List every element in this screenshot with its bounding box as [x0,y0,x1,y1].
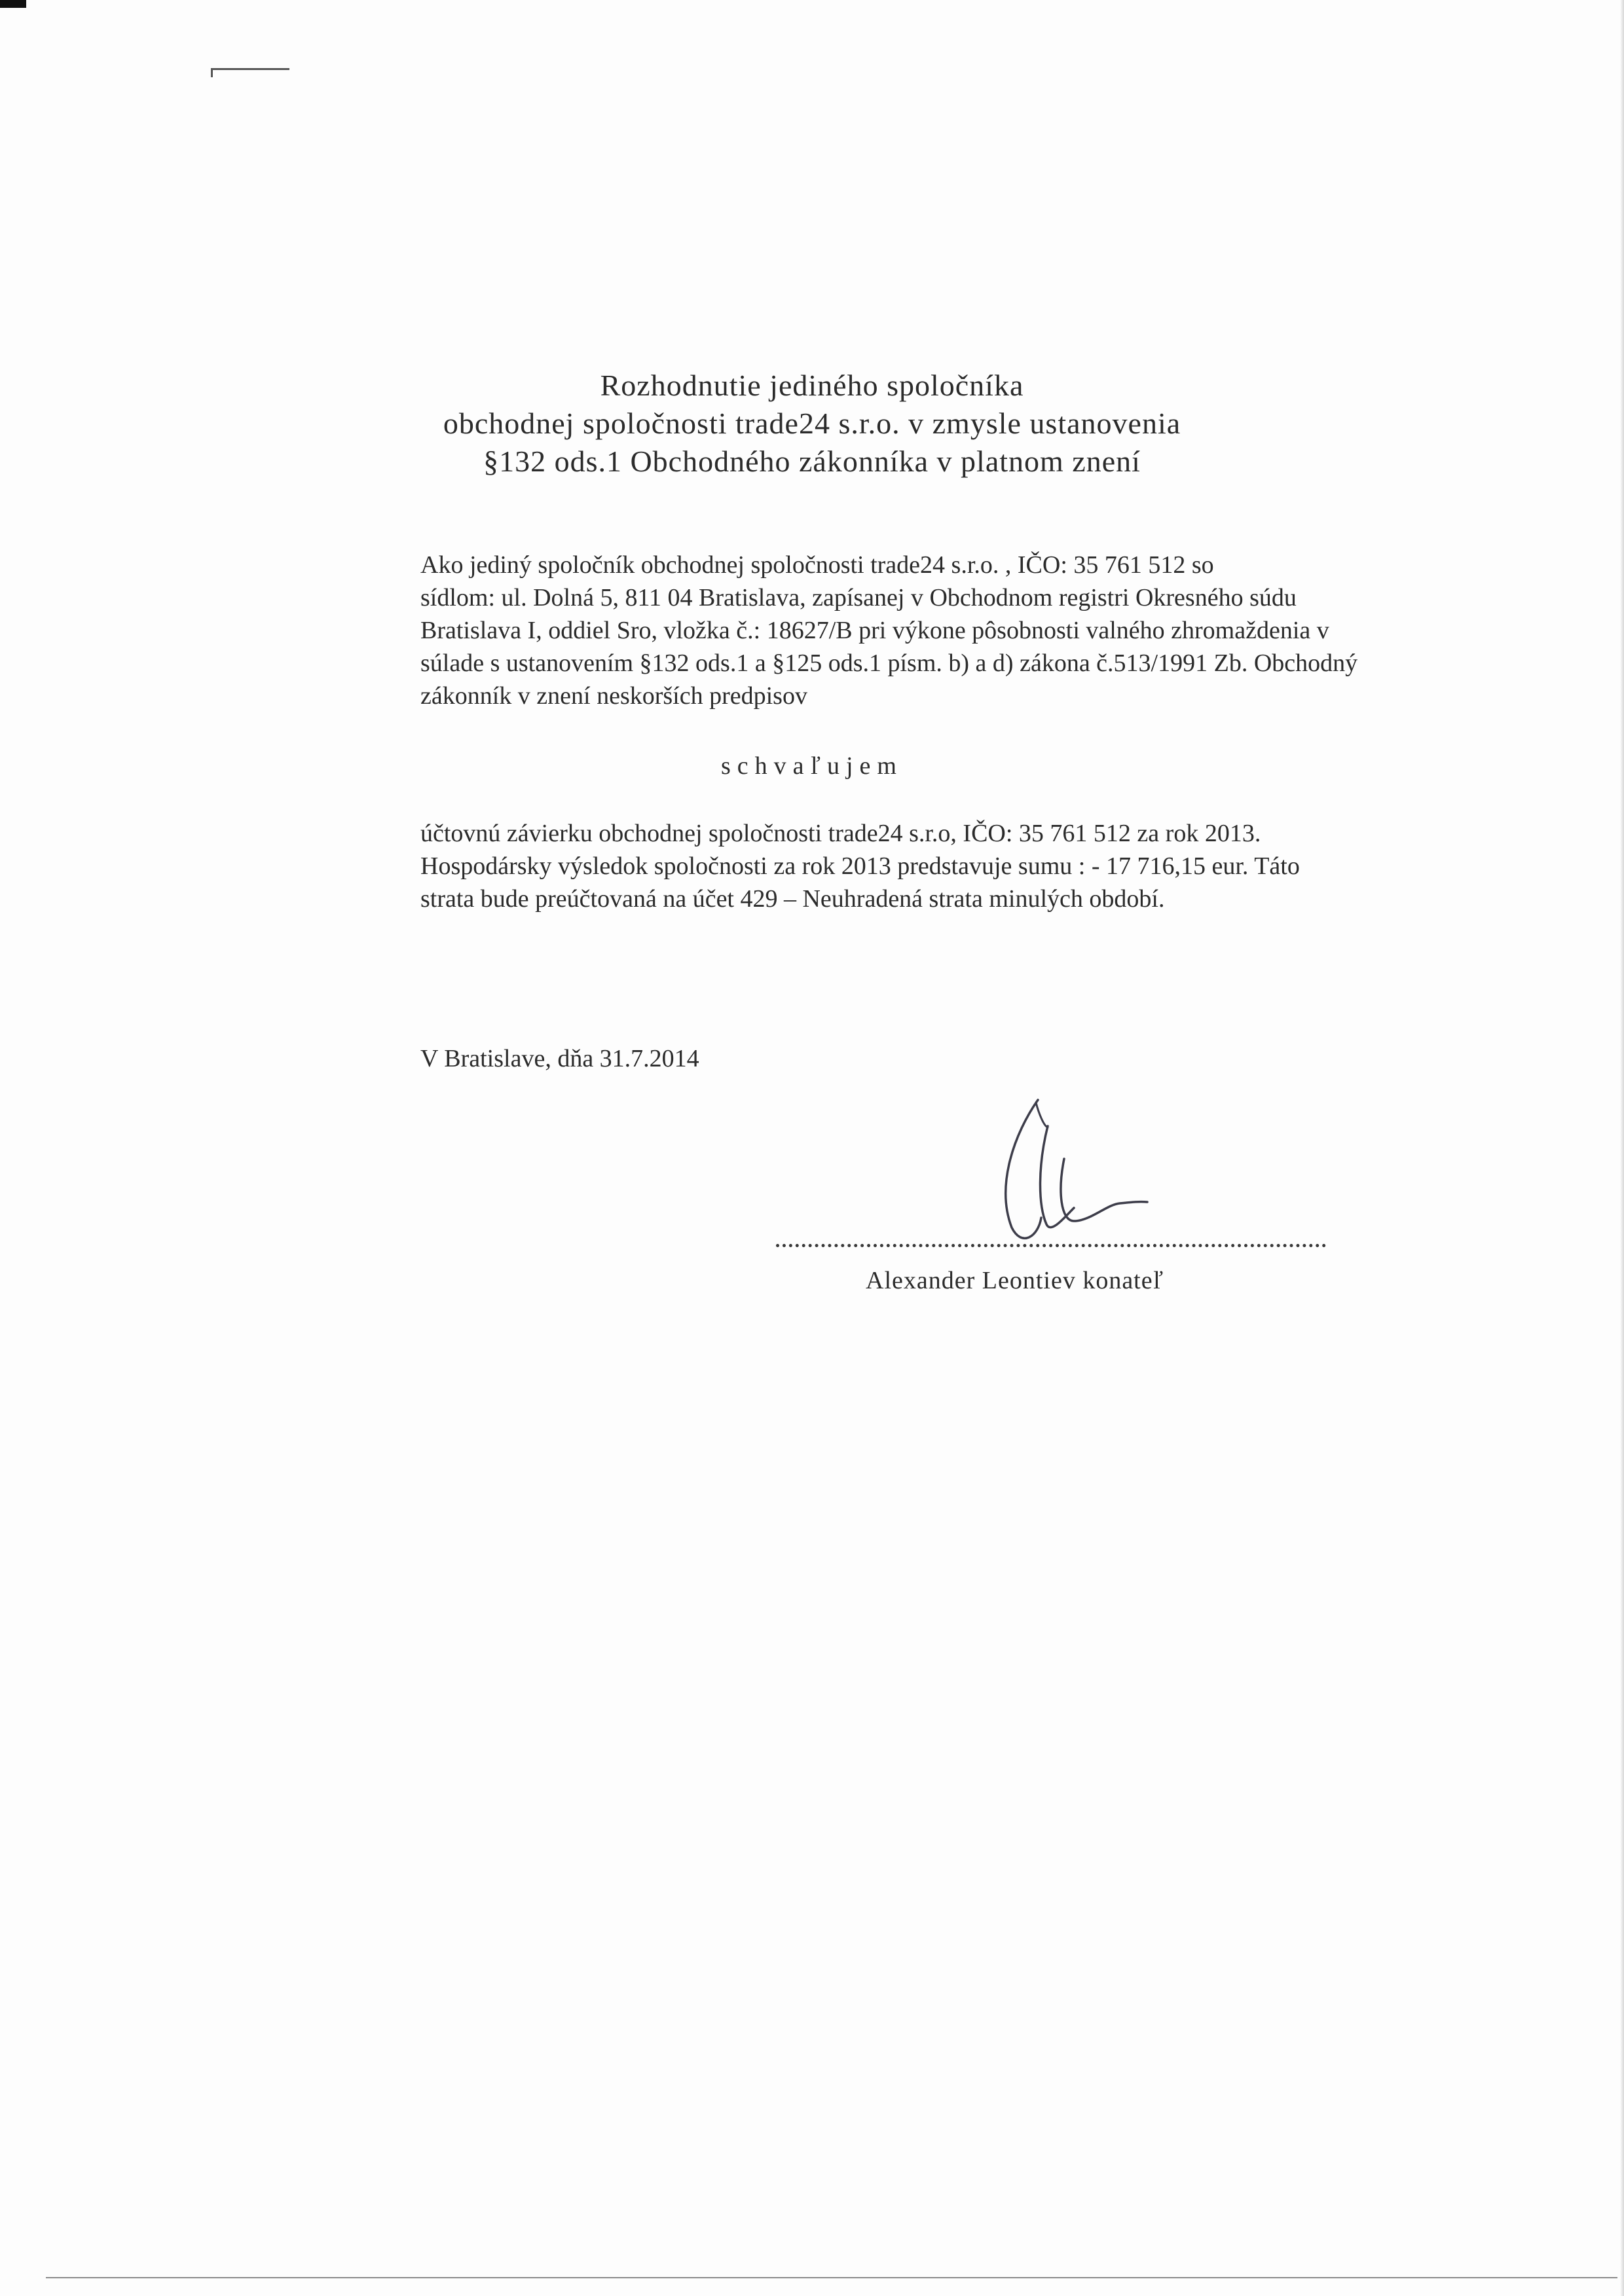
signer-name: Alexander Leontiev konateľ [866,1267,1164,1294]
paragraph-intro [420,549,1494,712]
paragraph-line: účtovnú závierku obchodnej spoločnosti trade24 s.r.o, IČO: 35 761 512 za rok 2013. [420,820,1261,847]
approval-word: schvaľujem [721,752,903,780]
paragraph-line: Bratislava I, oddiel Sro, vložka č.: 18627/B pri výkone pôsobnosti valného zhromaždenia v [420,617,1329,644]
scan-corner-mark [0,0,26,8]
scan-bottom-rule [46,2277,1617,2278]
paragraph-line: sídlom: ul. Dolná 5, 811 04 Bratislava, zapísanej v Obchodnom registri Okresného súdu [420,584,1297,611]
place-and-date: V Bratislave, dňa 31.7.2014 [420,1045,699,1072]
paragraph-line: súlade s ustanovením §132 ods.1 a §125 ods.1 písm. b) a d) zákona č.513/1991 Zb. Obchodný [420,649,1358,677]
scan-top-rule-tick [211,68,213,77]
document-title [0,367,1624,481]
handwritten-signature [976,1087,1159,1257]
scan-top-rule [211,68,289,70]
paragraph-line: Hospodársky výsledok spoločnosti za rok 2013 predstavuje sumu : - 17 716,15 eur. Táto [420,852,1300,880]
paragraph-line: Ako jediný spoločník obchodnej spoločnosti trade24 s.r.o. , IČO: 35 761 512 so [420,551,1214,579]
title-line: §132 ods.1 Obchodného zákonníka v platnom znení [483,445,1141,478]
title-line: Rozhodnutie jediného spoločníka [600,369,1024,402]
paragraph-line: zákonník v znení neskorších predpisov [420,682,807,710]
paragraph-line: strata bude preúčtovaná na účet 429 – Neuhradená strata minulých období. [420,885,1165,913]
paragraph-decision [420,817,1494,915]
signature-line [776,1244,1326,1247]
scan-edge-shadow [1620,0,1624,2296]
title-line: obchodnej spoločnosti trade24 s.r.o. v zmysle ustanovenia [443,407,1181,440]
